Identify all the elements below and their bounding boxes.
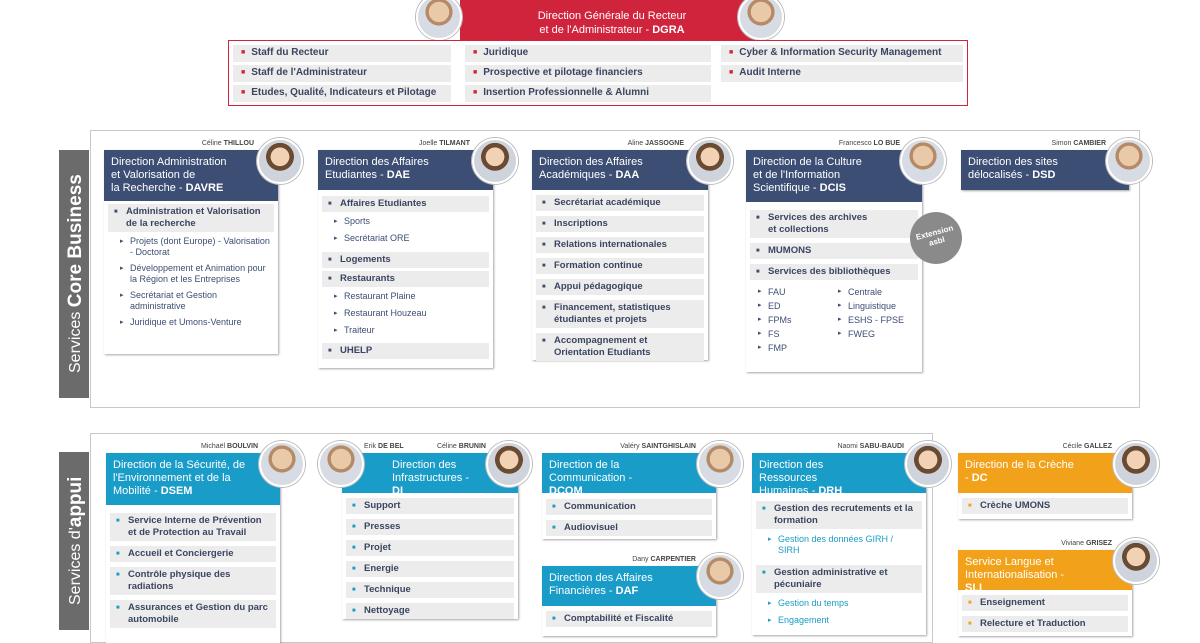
list-item: ■ Restaurants: [322, 271, 489, 287]
library-item: ▸ Centrale: [838, 287, 918, 297]
sub-item: ▸ Engagement: [752, 614, 926, 627]
person-de-bel: Erik DE BEL: [364, 443, 404, 450]
list-item: ■ Communication: [546, 499, 712, 515]
list-item: ■ Presses: [346, 519, 514, 535]
library-item: ▸ ED: [758, 301, 838, 311]
dgra-item: ■ Insertion Professionnelle & Alumni: [465, 85, 711, 102]
sub-item: ▸ Développement et Animation pour la Région et les Entreprises: [104, 262, 278, 286]
dsem-abbr: DSEM: [160, 485, 193, 497]
daa-card: [532, 150, 708, 360]
sli-card: [958, 550, 1132, 636]
davre-header: Direction Administration et Valorisation de la Recherche - DAVRE: [104, 150, 278, 201]
list-item: ■ Energie: [346, 561, 514, 577]
person-boulvin: Michaël BOULVIN: [200, 443, 258, 450]
sub-item: ▸ Sports: [318, 215, 493, 228]
list-item: ■ Affaires Etudiantes: [322, 196, 489, 212]
person-grisez: Viviane GRISEZ: [1061, 540, 1112, 547]
dgra-item: ■ Cyber & Information Security Management: [721, 45, 963, 62]
list-item: ■ Audiovisuel: [546, 520, 712, 536]
list-item: ■ Support: [346, 498, 514, 514]
list-item: ■ Enseignement: [962, 595, 1128, 611]
dcom-card: [542, 453, 716, 539]
person-thillou: Céline THILLOU: [201, 140, 254, 147]
sub-item: ▸ Gestion des données GIRH / SIRH: [752, 533, 926, 557]
dsd-card: [961, 150, 1129, 190]
daf-abbr: DAF: [615, 585, 639, 597]
davre-abbr: DAVRE: [185, 182, 224, 194]
person-tilmant: Joelle TILMANT: [419, 140, 470, 147]
person-brunin: Céline BRUNIN: [436, 443, 486, 450]
di-header: Direction des Infrastructures - DI: [342, 453, 518, 493]
dcis-header: Direction de la Culture et de l'Information Scientifique - DCIS: [746, 150, 922, 202]
list-item: ■ Financement, statistiques étudiantes et projets: [536, 300, 704, 328]
dcis-abbr: DCIS: [819, 182, 846, 194]
sub-item: ▸ Secrétariat et Gestion administrative: [104, 289, 278, 313]
sub-item: ▸ Juridique et Umons-Venture: [104, 316, 278, 329]
avatar-sabu-baudi: [905, 441, 951, 487]
dgra-abbr: DGRA: [652, 24, 685, 36]
di-abbr: DI: [392, 485, 403, 497]
avatar-gallez: [1113, 441, 1159, 487]
list-item: ■ Technique: [346, 582, 514, 598]
avatar-carpentier: [697, 553, 743, 599]
dgra-box: [228, 40, 968, 106]
person-gallez: Cécile GALLEZ: [1062, 443, 1112, 450]
dgra-title-line2: et de l'Administrateur - DGRA: [539, 24, 685, 36]
list-item: ■ Nettoyage: [346, 603, 514, 619]
avatar-de-bel: [318, 441, 364, 487]
dae-card: [318, 150, 493, 368]
sub-item: ▸ Restaurant Plaine: [318, 290, 493, 303]
library-item: ▸ FAU: [758, 287, 838, 297]
list-item: ■ MUMONS: [750, 243, 918, 259]
dgra-item: ■ Juridique: [465, 45, 711, 62]
list-item: ■ Logements: [322, 252, 489, 268]
dgra-item: ■ Prospective et pilotage financiers: [465, 65, 711, 82]
core-business-label: Services Core Business: [59, 150, 89, 398]
drh-header: Direction des Ressources Humaines - DRH: [752, 453, 926, 493]
sub-item: ▸ Gestion du temps: [752, 597, 926, 610]
library-list: [746, 283, 922, 353]
daa-abbr: DAA: [615, 169, 640, 181]
list-item: ■ Secrétariat académique: [536, 195, 704, 211]
list-item: ■ Relecture et Traduction: [962, 616, 1128, 632]
daa-header: Direction des Affaires Académiques - DAA: [532, 150, 708, 190]
dc-header: Direction de la Crèche - DC: [958, 453, 1132, 493]
list-item: ■ Comptabilité et Fiscalité: [546, 611, 712, 627]
list-item: ■ Projet: [346, 540, 514, 556]
dsem-card: [106, 453, 280, 643]
drh-abbr: DRH: [818, 485, 843, 497]
dgra-item: ■ Etudes, Qualité, Indicateurs et Pilotage: [233, 85, 451, 102]
dc-card: [958, 453, 1132, 519]
list-item: ■ Services des archives et collections: [750, 210, 918, 238]
dsd-abbr: DSD: [1032, 169, 1056, 181]
person-cambier: Simon CAMBIER: [1051, 140, 1106, 147]
dcom-abbr: DCOM: [549, 485, 583, 497]
library-item: ▸ FS: [758, 329, 838, 339]
sub-item: ▸ Secrétariat ORE: [318, 232, 493, 245]
dsem-header: Direction de la Sécurité, de l'Environnement et de la Mobilité - DSEM: [106, 453, 280, 505]
library-item: ▸ ESHS - FPSE: [838, 315, 918, 325]
avatar-grisez: [1113, 538, 1159, 584]
dgra-header: [460, 0, 764, 40]
list-item: ■ Services des bibliothèques: [750, 264, 918, 280]
list-item: ■ Gestion administrative et pécuniaire: [756, 565, 922, 593]
list-item: ■ Relations internationales: [536, 237, 704, 253]
person-carpentier: Dany CARPENTIER: [632, 556, 696, 563]
person-sabu-baudi: Naomi SABU-BAUDI: [837, 443, 904, 450]
avatar-tilmant: [472, 138, 518, 184]
list-item: ■ Crèche UMONS: [962, 498, 1128, 514]
daf-header: Direction des Affaires Financières - DAF: [542, 566, 716, 606]
dc-abbr: DC: [971, 472, 988, 484]
list-item: ■ Assurances et Gestion du parc automobile: [110, 600, 276, 628]
davre-card: [104, 150, 278, 354]
dcis-card: [746, 150, 922, 372]
list-item: ■ Service Interne de Prévention et de Protection au Travail: [110, 513, 276, 541]
list-item: ■ UHELP: [322, 343, 489, 359]
person-jassogne: Aline JASSOGNE: [627, 140, 684, 147]
avatar-dubois: [416, 0, 462, 40]
list-item: ■ Formation continue: [536, 258, 704, 274]
avatar-saintghislain: [697, 441, 743, 487]
dgra-item: ■ Audit Interne: [721, 65, 963, 82]
list-item: ■ Gestion des recrutements et la formation: [756, 501, 922, 529]
avatar-thillou: [257, 138, 303, 184]
avatar-cambier: [1106, 138, 1152, 184]
avatar-lo-bue: [900, 138, 946, 184]
avatar-jassogne: [687, 138, 733, 184]
library-item: ▸ FPMs: [758, 315, 838, 325]
extension-asbl-badge: Extension asbl: [904, 206, 968, 270]
daf-card: [542, 566, 716, 636]
avatar-mettens: [738, 0, 784, 40]
sub-item: ▸ Traiteur: [318, 324, 493, 337]
sli-abbr: SLI: [965, 582, 983, 594]
sub-item: ▸ Projets (dont Europe) - Valorisation - Doctorat: [104, 235, 278, 259]
dsd-header: Direction des sites délocalisés - DSD: [961, 150, 1129, 190]
list-item: ■ Inscriptions: [536, 216, 704, 232]
dgra-title-line1: Direction Générale du Recteur: [537, 10, 687, 22]
list-item: ■ Appui pédagogique: [536, 279, 704, 295]
avatar-brunin: [486, 441, 532, 487]
dae-header: Direction des Affaires Etudiantes - DAE: [318, 150, 493, 190]
library-item: ▸ FWEG: [838, 329, 918, 339]
sub-item: ▸ Restaurant Houzeau: [318, 307, 493, 320]
list-item: ■ Contrôle physique des radiations: [110, 567, 276, 595]
avatar-boulvin: [259, 441, 305, 487]
library-item: ▸ Linguistique: [838, 301, 918, 311]
appui-label: Services d'appui: [59, 452, 89, 630]
dcom-header: Direction de la Communication - DCOM: [542, 453, 716, 493]
dae-abbr: DAE: [386, 169, 410, 181]
person-saintghislain: Valéry SAINTGHISLAIN: [620, 443, 696, 450]
person-lo-bue: Francesco LO BUE: [838, 140, 900, 147]
list-item: ■ Accompagnement et Orientation Etudiants: [536, 333, 704, 361]
sli-header: Service Langue et Internationalisation - SLI: [958, 550, 1132, 590]
list-item: ■ Administration et Valorisation de la recherche: [108, 204, 274, 232]
library-item: ▸ FMP: [758, 343, 838, 353]
drh-card: [752, 453, 926, 635]
list-item: ■ Accueil et Conciergerie: [110, 546, 276, 562]
dgra-item: ■ Staff du Recteur: [233, 45, 451, 62]
dgra-item: ■ Staff de l'Administrateur: [233, 65, 451, 82]
